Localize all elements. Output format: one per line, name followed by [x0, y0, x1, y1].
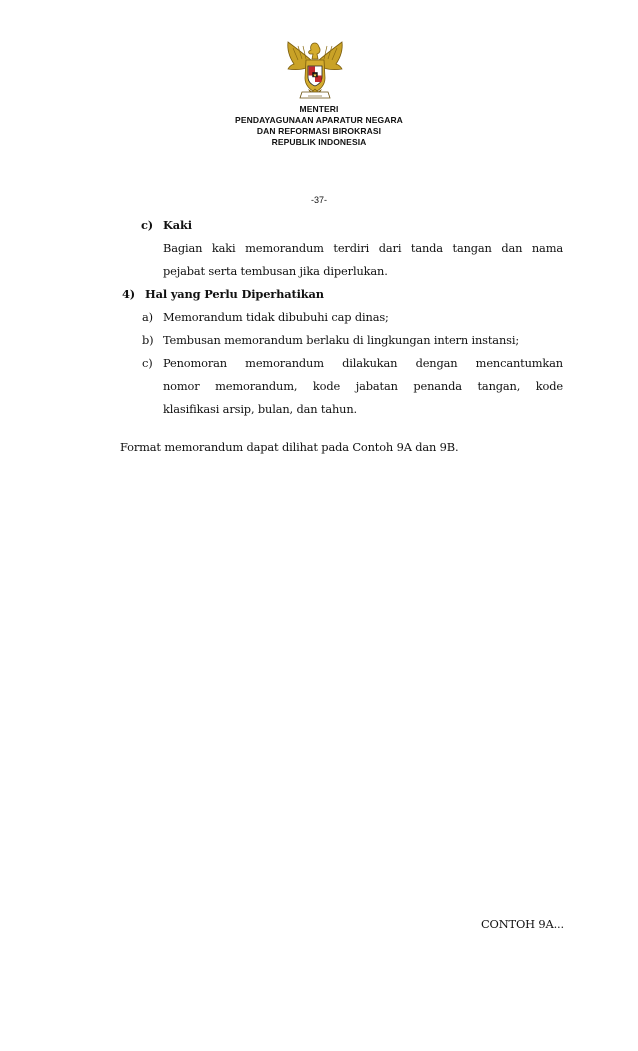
item-c-marker: c) — [142, 356, 153, 370]
section-c-paragraph-line-1: Bagian kaki memorandum terdiri dari tanda tangan dan nama — [163, 241, 563, 255]
page-number: -37- — [310, 195, 327, 205]
item-a-text: Memorandum tidak dibubuhi cap dinas; — [163, 310, 389, 324]
section-c-paragraph-line-2: pejabat serta tembusan jika diperlukan. — [163, 264, 388, 278]
letterhead — [0, 104, 638, 148]
garuda-emblem-icon — [284, 40, 346, 104]
item-c-line-3: klasifikasi arsip, bulan, dan tahun. — [163, 402, 358, 416]
item-b-text: Tembusan memorandum berlaku di lingkungan intern instansi; — [163, 333, 520, 347]
section-4-title: Hal yang Perlu Diperhatikan — [145, 287, 324, 301]
letterhead-line-1: MENTERI — [299, 104, 339, 114]
section-c-marker: c) — [141, 218, 154, 232]
item-a-marker: a) — [142, 310, 153, 324]
section-4-marker: 4) — [122, 287, 136, 301]
continuation-note: CONTOH 9A... — [480, 917, 564, 931]
letterhead-line-4: REPUBLIK INDONESIA — [271, 137, 367, 147]
section-c-title: Kaki — [163, 218, 192, 232]
item-b-marker: b) — [142, 333, 154, 347]
letterhead-line-2: PENDAYAGUNAAN APARATUR NEGARA — [235, 115, 403, 125]
item-c-line-2: nomor memorandum, kode jabatan penanda tangan, kode — [163, 379, 563, 393]
closing-note: Format memorandum dapat dilihat pada Contoh 9A dan 9B. — [120, 440, 459, 454]
letterhead-line-3: DAN REFORMASI BIROKRASI — [256, 126, 382, 136]
item-c-line-1: Penomoran memorandum dilakukan dengan mencantumkan — [163, 356, 563, 370]
